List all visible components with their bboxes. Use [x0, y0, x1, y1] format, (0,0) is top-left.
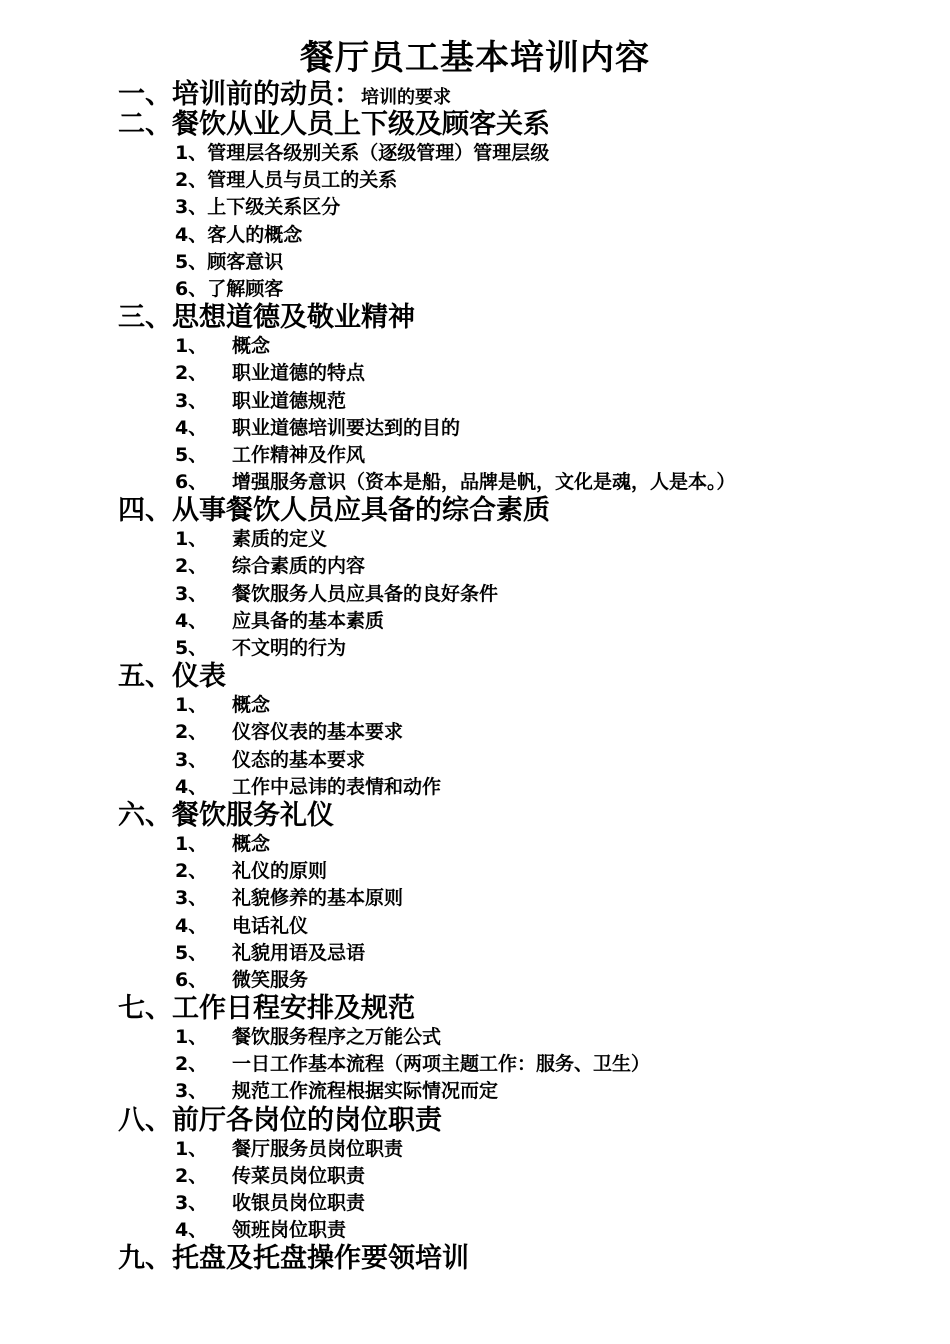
list-item [118, 442, 918, 469]
section-heading [118, 994, 918, 1024]
section-heading [118, 303, 918, 333]
list-item [118, 249, 918, 276]
list-item [118, 608, 918, 635]
list-item-number: 1、 [175, 335, 208, 358]
list-item-text: 职业道德规范 [232, 389, 347, 412]
list-item-text: 电话礼仪 [232, 914, 309, 937]
list-item-text: 顾客意识 [207, 250, 284, 273]
list-item [118, 967, 918, 994]
section-heading-text: 四、从事餐饮人员应具备的综合素质 [118, 495, 550, 527]
list-item [118, 388, 918, 415]
list-item-number: 4、 [175, 416, 208, 439]
list-item-number: 4、 [175, 609, 208, 632]
list-item-text: 微笑服务 [232, 968, 309, 991]
list-item-text: 概念 [232, 694, 271, 717]
list-item-text: 管理人员与员工的关系 [207, 169, 398, 192]
list-item-number: 2、 [175, 1164, 208, 1187]
list-item [118, 1024, 918, 1051]
list-item-number: 1、 [175, 1137, 208, 1160]
list-item-text: 素质的定义 [232, 528, 328, 551]
list-item-number: 6、 [175, 277, 208, 300]
list-item-number: 2、 [175, 555, 208, 578]
list-item-number: 5、 [175, 250, 208, 273]
list-item-text: 仪容仪表的基本要求 [232, 721, 404, 744]
section-heading-text: 七、工作日程安排及规范 [118, 993, 415, 1025]
list-item-text: 餐厅服务员岗位职责 [232, 1137, 404, 1160]
list-item [118, 940, 918, 967]
list-item-text: 了解顾客 [207, 277, 284, 300]
list-item [118, 1136, 918, 1163]
list-item [118, 276, 918, 303]
list-item-number: 3、 [175, 582, 208, 605]
list-item [118, 140, 918, 167]
list-item [118, 1190, 918, 1217]
list-item-number: 4、 [175, 1219, 208, 1242]
list-item [118, 469, 918, 496]
list-item [118, 167, 918, 194]
outline-section [118, 1244, 918, 1274]
list-item-text: 礼仪的原则 [232, 860, 328, 883]
list-item [118, 885, 918, 912]
list-item-number: 4、 [175, 775, 208, 798]
section-heading [118, 1244, 918, 1274]
list-item-number: 3、 [175, 1192, 208, 1214]
list-item [118, 581, 918, 608]
outline-section [118, 1106, 918, 1245]
section-heading [118, 662, 918, 692]
outline-section [118, 662, 918, 801]
section-heading-text: 三、思想道德及敬业精神 [118, 302, 415, 334]
list-item-number: 2、 [175, 169, 208, 192]
list-item-text: 应具备的基本素质 [232, 609, 385, 632]
list-item-text: 礼貌修养的基本原则 [232, 887, 404, 910]
list-item-text: 职业道德的特点 [232, 362, 366, 385]
section-heading-text: 八、前厅各岗位的岗位职责 [118, 1104, 442, 1136]
list-item [118, 692, 918, 719]
list-item-text: 概念 [232, 832, 271, 855]
section-heading-note: 培训的要求 [361, 87, 451, 108]
list-item [118, 858, 918, 885]
list-item-text: 领班岗位职责 [232, 1219, 347, 1242]
section-heading [118, 1106, 918, 1136]
list-item-text: 职业道德培训要达到的目的 [232, 416, 461, 439]
list-item-text: 收银员岗位职责 [232, 1192, 366, 1214]
list-item-number: 3、 [175, 1080, 208, 1103]
list-item-text: 综合素质的内容 [232, 555, 366, 578]
list-item [118, 553, 918, 580]
section-heading [118, 496, 918, 526]
list-item-text: 传菜员岗位职责 [232, 1164, 366, 1187]
list-item-text: 一日工作基本流程（两项主题工作：服务、卫生） [232, 1053, 651, 1076]
section-heading-text: 五、仪表 [118, 661, 226, 693]
list-item [118, 1217, 918, 1244]
list-item-number: 3、 [175, 748, 208, 771]
list-item-number: 6、 [175, 471, 208, 494]
list-item-text: 工作中忌讳的表情和动作 [232, 775, 442, 798]
list-item-text: 礼貌用语及忌语 [232, 941, 366, 964]
list-item-text: 上下级关系区分 [207, 196, 341, 219]
outline-section [118, 994, 918, 1106]
list-item-number: 2、 [175, 1053, 208, 1076]
list-item-number: 3、 [175, 196, 208, 219]
list-item [118, 635, 918, 662]
list-item-number: 4、 [175, 223, 208, 246]
list-item [118, 747, 918, 774]
list-item-text: 规范工作流程根据实际情况而定 [232, 1080, 499, 1103]
list-item [118, 194, 918, 221]
list-item [118, 415, 918, 442]
section-heading-text: 六、餐饮服务礼仪 [118, 799, 334, 831]
list-item-text: 增强服务意识（资本是船，品牌是帆，文化是魂，人是本。） [232, 471, 736, 494]
section-heading [118, 110, 918, 140]
list-item-number: 1、 [175, 528, 208, 551]
list-item [118, 222, 918, 249]
list-item-text: 餐饮服务程序之万能公式 [232, 1026, 442, 1049]
list-item-number: 3、 [175, 389, 208, 412]
list-item [118, 526, 918, 553]
section-heading-text: 一、培训前的动员： [118, 79, 361, 110]
list-item-number: 2、 [175, 860, 208, 883]
list-item-text: 客人的概念 [207, 223, 303, 246]
list-item-text: 工作精神及作风 [232, 443, 366, 466]
list-item-number: 2、 [175, 362, 208, 385]
list-item-text: 餐饮服务人员应具备的良好条件 [232, 582, 499, 605]
list-item-text: 不文明的行为 [232, 637, 347, 659]
section-heading [118, 80, 918, 110]
list-item-number: 4、 [175, 914, 208, 937]
list-item [118, 774, 918, 801]
list-item-text: 概念 [232, 335, 271, 358]
list-item-number: 5、 [175, 637, 208, 659]
outline-section [118, 801, 918, 994]
list-item [118, 831, 918, 858]
list-item [118, 1078, 918, 1105]
outline-section [118, 80, 918, 110]
list-item [118, 333, 918, 360]
outline-section [118, 496, 918, 662]
list-item-number: 1、 [175, 1026, 208, 1049]
list-item [118, 1051, 918, 1078]
section-heading-text: 二、餐饮从业人员上下级及顾客关系 [118, 109, 550, 140]
list-item [118, 913, 918, 940]
list-item [118, 360, 918, 387]
list-item-text: 管理层各级别关系（逐级管理）管理层级 [207, 142, 550, 164]
section-heading-text: 九、托盘及托盘操作要领培训 [118, 1243, 469, 1275]
list-item-number: 5、 [175, 443, 208, 466]
outline-section [118, 303, 918, 496]
list-item-number: 5、 [175, 941, 208, 964]
outline-list [118, 80, 918, 1274]
list-item-number: 3、 [175, 887, 208, 910]
list-item-number: 6、 [175, 968, 208, 991]
list-item-number: 1、 [175, 694, 208, 717]
outline-section [118, 110, 918, 303]
list-item-number: 1、 [175, 832, 208, 855]
list-item [118, 719, 918, 746]
list-item-number: 1、 [175, 142, 208, 164]
list-item-number: 2、 [175, 721, 208, 744]
list-item-text: 仪态的基本要求 [232, 748, 366, 771]
section-heading [118, 801, 918, 831]
list-item [118, 1163, 918, 1190]
document-title: 餐厅员工基本培训内容 [300, 38, 650, 78]
